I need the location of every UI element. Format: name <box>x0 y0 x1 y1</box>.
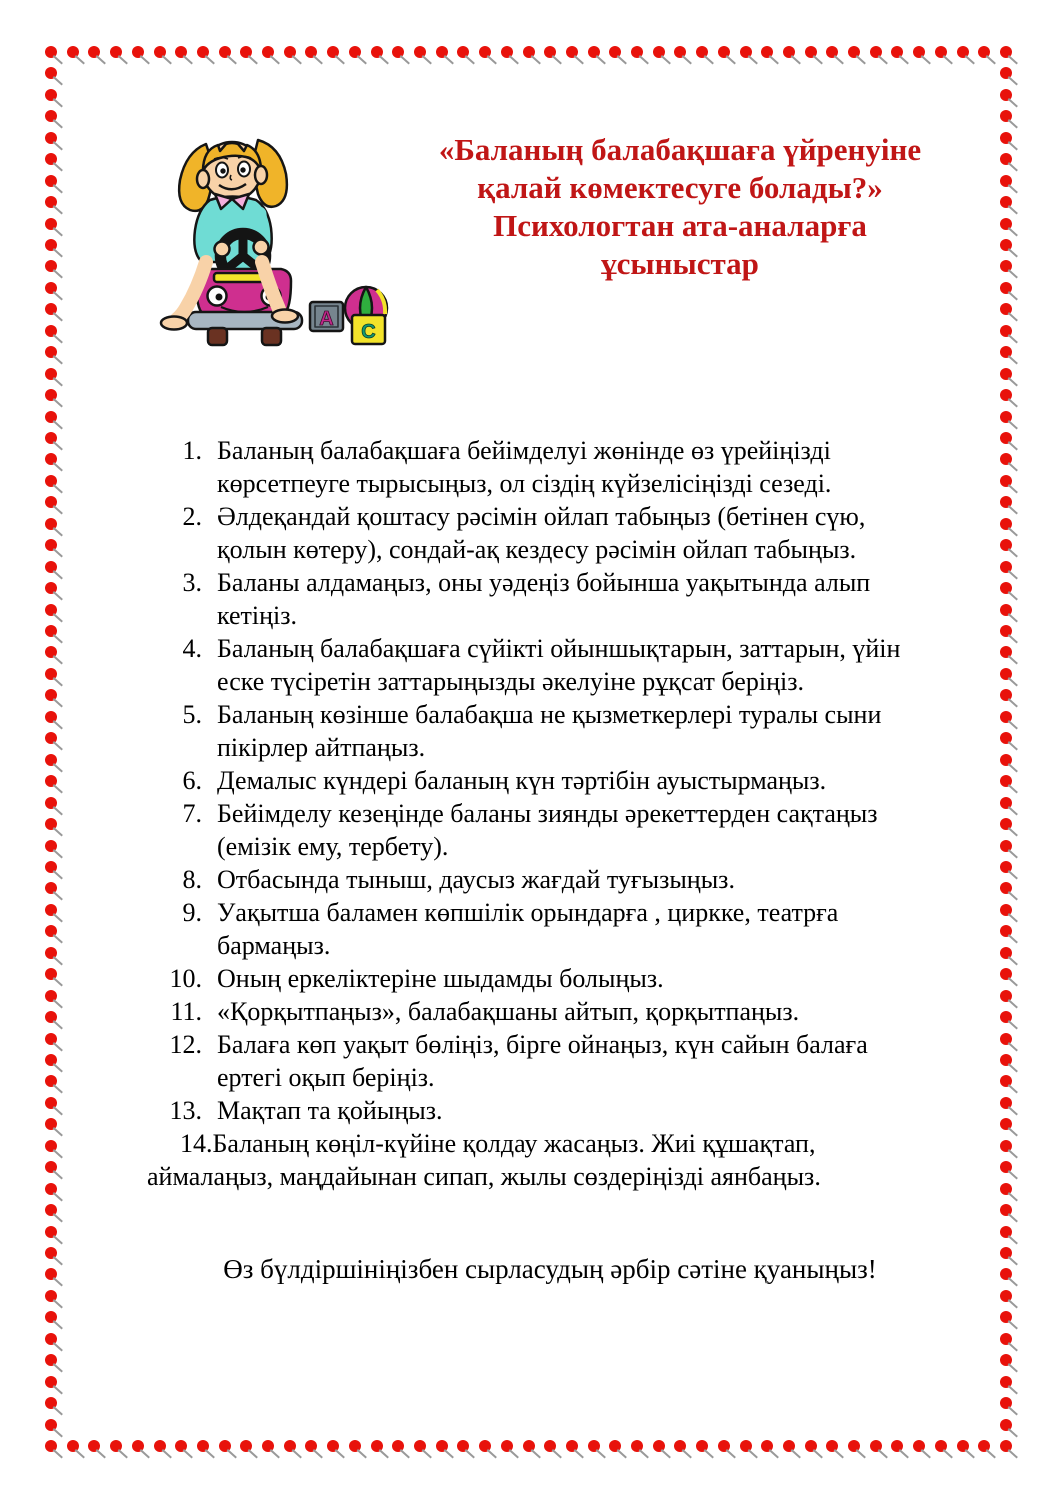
pushpin-icon <box>1000 925 1012 937</box>
closing-line: Өз бүлдіршініңізбен сырласудың әрбір сәтіне қуаныңыз! <box>223 1254 877 1284</box>
pushpin-icon <box>45 561 57 573</box>
pushpin-icon <box>371 46 383 58</box>
pushpin-icon <box>1000 325 1012 337</box>
pushpin-icon <box>45 840 57 852</box>
pushpin-icon <box>1000 1419 1012 1431</box>
pushpin-icon <box>45 1183 57 1195</box>
pushpin-icon <box>588 46 600 58</box>
pushpin-icon <box>88 46 100 58</box>
pushpin-icon <box>1000 411 1012 423</box>
pushpin-icon <box>718 1440 730 1452</box>
pushpin-icon <box>1000 432 1012 444</box>
list-item-text: Демалыс күндері баланың күн тәртібін ауыстырмаңыз. <box>217 766 827 795</box>
pushpin-icon <box>1000 46 1012 58</box>
pushpin-icon <box>45 1226 57 1238</box>
pushpin-icon <box>45 1118 57 1130</box>
pushpin-icon <box>240 1440 252 1452</box>
pushpin-icon <box>132 46 144 58</box>
pushpin-icon <box>1000 1376 1012 1388</box>
toy-block-letter-a: А <box>319 308 334 330</box>
pushpin-icon <box>457 46 469 58</box>
pushpin-icon <box>1000 110 1012 122</box>
pushpin-icon <box>45 1054 57 1066</box>
title-line-1: «Баланың балабақшаға үйренуіне <box>438 132 922 167</box>
car-wheel <box>262 328 281 345</box>
pushpin-icon <box>436 46 448 58</box>
pushpin-icon <box>45 861 57 873</box>
pushpin-icon <box>783 46 795 58</box>
pushpin-icon <box>1000 968 1012 980</box>
pushpin-icon <box>45 711 57 723</box>
pushpin-icon <box>740 1440 752 1452</box>
girl-on-toy-car-illustration <box>158 122 393 357</box>
pushpin-icon <box>1000 153 1012 165</box>
pushpin-icon <box>1000 1011 1012 1023</box>
pushpin-icon <box>653 46 665 58</box>
pushpin-icon <box>761 46 773 58</box>
list-item-number: 6. <box>182 766 202 795</box>
pushpin-icon <box>1000 904 1012 916</box>
pushpin-icon <box>154 46 166 58</box>
pushpin-icon <box>696 46 708 58</box>
pushpin-icon <box>45 432 57 444</box>
pushpin-icon <box>1000 561 1012 573</box>
pushpin-icon <box>631 46 643 58</box>
pushpin-icon <box>1000 1311 1012 1323</box>
pushpin-icon <box>1000 625 1012 637</box>
pushpin-icon <box>45 260 57 272</box>
list-item-number: 12. <box>169 1030 202 1059</box>
pushpin-icon <box>45 668 57 680</box>
list-item <box>147 500 937 566</box>
list-item-number: 1. <box>182 436 202 465</box>
pushpin-icon <box>45 282 57 294</box>
pushpin-icon <box>175 46 187 58</box>
pushpin-icon <box>1000 1354 1012 1366</box>
pushpin-icon <box>870 1440 882 1452</box>
pushpin-icon <box>1000 711 1012 723</box>
pushpin-icon <box>45 1440 57 1452</box>
pushpin-icon <box>262 46 274 58</box>
pushpin-icon <box>740 46 752 58</box>
pushpin-icon <box>45 947 57 959</box>
pushpin-icon <box>1000 1140 1012 1152</box>
list-item-number: 11. <box>170 997 202 1026</box>
pushpin-icon <box>88 1440 100 1452</box>
pushpin-icon <box>1000 496 1012 508</box>
list-item <box>147 797 937 863</box>
pushpin-icon <box>978 1440 990 1452</box>
pushpin-icon <box>1000 1333 1012 1345</box>
pushpin-icon <box>1000 1054 1012 1066</box>
pushpin-icon <box>1000 775 1012 787</box>
pushpin-icon <box>110 46 122 58</box>
pushpin-icon <box>45 453 57 465</box>
pushpin-icon <box>327 46 339 58</box>
pushpin-icon <box>284 1440 296 1452</box>
pushpin-icon <box>45 539 57 551</box>
pushpin-icon <box>1000 797 1012 809</box>
pushpin-icon <box>1000 840 1012 852</box>
pushpin-icon <box>1000 1290 1012 1302</box>
pushpin-icon <box>826 1440 838 1452</box>
pushpin-icon <box>154 1440 166 1452</box>
list-item-text: Баланың көзінше балабақша не қызметкерлері туралы сыни пікірлер айтпаңыз. <box>217 700 882 762</box>
list-item-number: 9. <box>182 898 202 927</box>
pushpin-icon <box>45 1311 57 1323</box>
pushpin-icon <box>45 904 57 916</box>
list-item-text: Мақтап та қойыңыз. <box>217 1096 443 1125</box>
pushpin-icon <box>1000 882 1012 894</box>
pushpin-icon <box>718 46 730 58</box>
pushpin-icon <box>957 1440 969 1452</box>
pushpin-icon <box>457 1440 469 1452</box>
pushpin-icon <box>1000 1097 1012 1109</box>
pushpin-icon <box>848 1440 860 1452</box>
pushpin-icon <box>1000 175 1012 187</box>
pushpin-icon <box>1000 303 1012 315</box>
pushpin-icon <box>566 46 578 58</box>
list-item <box>147 764 937 797</box>
pushpin-icon <box>45 303 57 315</box>
pushpin-icon <box>1000 196 1012 208</box>
pushpin-icon <box>1000 1183 1012 1195</box>
pushpin-icon <box>1000 218 1012 230</box>
pushpin-icon <box>45 1376 57 1388</box>
pushpin-icon <box>45 689 57 701</box>
pushpin-icon <box>848 46 860 58</box>
pushpin-icon <box>45 89 57 101</box>
pushpin-icon <box>523 46 535 58</box>
pushpin-icon <box>1000 1440 1012 1452</box>
pushpin-icon <box>45 1333 57 1345</box>
pushpin-icon <box>783 1440 795 1452</box>
pushpin-icon <box>45 775 57 787</box>
pushpin-icon <box>1000 346 1012 358</box>
pushpin-icon <box>1000 818 1012 830</box>
pushpin-icon <box>1000 604 1012 616</box>
pushpin-icon <box>45 46 57 58</box>
pushpin-icon <box>45 604 57 616</box>
pushpin-icon <box>45 475 57 487</box>
pushpin-icon <box>349 1440 361 1452</box>
pushpin-icon <box>805 1440 817 1452</box>
list-item <box>147 863 937 896</box>
pushpin-icon <box>175 1440 187 1452</box>
list-item <box>147 962 937 995</box>
pushpin-icon <box>479 1440 491 1452</box>
pushpin-icon <box>45 882 57 894</box>
pushpin-icon <box>110 1440 122 1452</box>
pushpin-icon <box>392 1440 404 1452</box>
list-item-number: 14. <box>180 1129 213 1158</box>
pushpin-icon <box>1000 282 1012 294</box>
pushpin-icon <box>1000 1075 1012 1087</box>
pushpin-icon <box>1000 1033 1012 1045</box>
pushpin-icon <box>544 46 556 58</box>
pushpin-icon <box>935 46 947 58</box>
pushpin-icon <box>1000 132 1012 144</box>
list-item-number: 13. <box>169 1096 202 1125</box>
list-item-number: 3. <box>182 568 202 597</box>
pushpin-icon <box>891 46 903 58</box>
pushpin-icon <box>45 1290 57 1302</box>
pushpin-icon <box>631 1440 643 1452</box>
pushpin-icon <box>67 46 79 58</box>
pushpin-icon <box>870 46 882 58</box>
pushpin-icon <box>240 46 252 58</box>
pushpin-icon <box>523 1440 535 1452</box>
pushpin-icon <box>45 797 57 809</box>
list-item-text: Баланың балабақшаға сүйікті ойыншықтарын, заттарын, үйін еске түсіретін заттарыңызды әкелуіне рұқсат беріңіз. <box>217 634 901 696</box>
list-item <box>147 566 937 632</box>
pushpin-icon <box>45 818 57 830</box>
list-item-number: 7. <box>182 799 202 828</box>
pushpin-icon <box>45 196 57 208</box>
pushpin-icon <box>1000 475 1012 487</box>
pushpin-icon <box>674 1440 686 1452</box>
list-item <box>147 1094 937 1127</box>
pushpin-icon <box>566 1440 578 1452</box>
pushpin-icon <box>45 153 57 165</box>
car-wheel <box>208 328 227 345</box>
pushpin-icon <box>761 1440 773 1452</box>
list-item-text: Баланың көңіл-күйіне қолдау жасаңыз. Жиі құшақтап, аймалаңыз, маңдайынан сипап, жылы сөздеріңізді аянбаңыз. <box>147 1129 821 1191</box>
recommendation-list <box>147 434 937 1193</box>
pushpin-icon <box>45 411 57 423</box>
list-item-text: Әлдеқандай қоштасу рәсімін ойлап табыңыз (бетінен сүю, қолын көтеру), сондай-ақ кездесу рәсімін ойлап табыңыз. <box>217 502 866 564</box>
pushpin-icon <box>913 46 925 58</box>
list-item <box>147 896 937 962</box>
list-item-number: 10. <box>169 964 202 993</box>
pushpin-icon <box>219 46 231 58</box>
pushpin-icon <box>1000 861 1012 873</box>
pushpin-icon <box>197 46 209 58</box>
list-item-text: Баланың балабақшаға бейімделуі жөнінде өз үрейіңізді көрсетпеуге тырысыңыз, ол сіздің күйзелісіңізді сезеді. <box>217 436 832 498</box>
list-item-text: Уақытша баламен көпшілік орындарға , циркке, театрға бармаңыз. <box>217 898 839 960</box>
pushpin-icon <box>45 625 57 637</box>
pushpin-icon <box>305 1440 317 1452</box>
pushpin-icon <box>305 46 317 58</box>
pushpin-icon <box>1000 389 1012 401</box>
pushpin-icon <box>978 46 990 58</box>
pushpin-icon <box>414 46 426 58</box>
pushpin-icon <box>67 1440 79 1452</box>
pushpin-icon <box>45 925 57 937</box>
pushpin-icon <box>1000 1226 1012 1238</box>
pushpin-icon <box>45 218 57 230</box>
pushpin-icon <box>45 990 57 1002</box>
pushpin-icon <box>653 1440 665 1452</box>
pushpin-icon <box>1000 990 1012 1002</box>
pushpin-icon <box>1000 582 1012 594</box>
document-title <box>400 131 960 283</box>
pushpin-icon <box>1000 368 1012 380</box>
pushpin-icon <box>1000 732 1012 744</box>
title-line-2: қалай көмектесуге болады?» <box>477 170 883 205</box>
list-item-text: Оның еркеліктеріне шыдамды болыңыз. <box>217 964 664 993</box>
pushpin-icon <box>45 346 57 358</box>
pushpin-icon <box>45 754 57 766</box>
title-line-3: Психологтан ата-аналарға <box>493 208 867 243</box>
pushpin-icon <box>544 1440 556 1452</box>
pushpin-icon <box>501 46 513 58</box>
list-item-number: 8. <box>182 865 202 894</box>
pushpin-icon <box>1000 1161 1012 1173</box>
pushpin-icon <box>45 175 57 187</box>
list-item <box>147 1127 922 1193</box>
pushpin-icon <box>805 46 817 58</box>
list-item <box>147 632 937 698</box>
pushpin-icon <box>45 132 57 144</box>
list-item-text: «Қорқытпаңыз», балабақшаны айтып, қорқытпаңыз. <box>217 997 800 1026</box>
pushpin-icon <box>45 1204 57 1216</box>
pushpin-icon <box>132 1440 144 1452</box>
pushpin-icon <box>1000 67 1012 79</box>
pushpin-icon <box>349 46 361 58</box>
list-item <box>147 698 937 764</box>
pushpin-icon <box>45 1033 57 1045</box>
list-item-text: Отбасында тыныш, даусыз жағдай туғызыңыз. <box>217 865 735 894</box>
pushpin-icon <box>45 968 57 980</box>
title-line-4: ұсыныстар <box>601 246 759 281</box>
pushpin-icon <box>392 46 404 58</box>
pushpin-icon <box>436 1440 448 1452</box>
pushpin-icon <box>45 518 57 530</box>
pushpin-icon <box>45 110 57 122</box>
list-item <box>147 995 937 1028</box>
pushpin-icon <box>45 389 57 401</box>
pushpin-icon <box>45 732 57 744</box>
pushpin-icon <box>327 1440 339 1452</box>
list-item-text: Баланы алдамаңыз, оны уәдеңіз бойынша уақытында алып кетіңіз. <box>217 568 871 630</box>
pushpin-icon <box>45 1075 57 1087</box>
pushpin-icon <box>45 239 57 251</box>
pushpin-icon <box>45 67 57 79</box>
pushpin-icon <box>45 325 57 337</box>
pushpin-icon <box>45 1161 57 1173</box>
pushpin-icon <box>957 46 969 58</box>
pushpin-icon <box>414 1440 426 1452</box>
pushpin-icon <box>45 1097 57 1109</box>
pushpin-icon <box>588 1440 600 1452</box>
pushpin-icon <box>45 1354 57 1366</box>
list-item-number: 5. <box>182 700 202 729</box>
pushpin-icon <box>1000 646 1012 658</box>
pushpin-icon <box>674 46 686 58</box>
pushpin-icon <box>371 1440 383 1452</box>
pushpin-icon <box>45 646 57 658</box>
pushpin-icon <box>1000 754 1012 766</box>
pushpin-icon <box>891 1440 903 1452</box>
girl-foot <box>272 310 298 323</box>
pushpin-icon <box>696 1440 708 1452</box>
pushpin-icon <box>1000 668 1012 680</box>
pushpin-icon <box>45 1247 57 1259</box>
list-item-number: 2. <box>182 502 202 531</box>
pushpin-icon <box>45 1268 57 1280</box>
pushpin-icon <box>1000 947 1012 959</box>
list-item-text: Балаға көп уақыт бөліңіз, бірге ойнаңыз, күн сайын балаға ертегі оқып беріңіз. <box>217 1030 868 1092</box>
pushpin-icon <box>1000 239 1012 251</box>
list-item <box>147 434 937 500</box>
pushpin-icon <box>479 46 491 58</box>
girl-foot <box>161 317 187 330</box>
pushpin-icon <box>1000 1118 1012 1130</box>
pushpin-icon <box>1000 453 1012 465</box>
pushpin-icon <box>609 46 621 58</box>
list-item-text: Бейімделу кезеңінде баланы зиянды әрекеттерден сақтаңыз (емізік ему, тербету). <box>217 799 878 861</box>
pushpin-icon <box>609 1440 621 1452</box>
pushpin-icon <box>1000 1204 1012 1216</box>
list-item-number: 4. <box>182 634 202 663</box>
pushpin-icon <box>45 1011 57 1023</box>
pushpin-icon <box>1000 89 1012 101</box>
pushpin-icon <box>1000 689 1012 701</box>
pushpin-icon <box>262 1440 274 1452</box>
list-item <box>147 1028 937 1094</box>
pushpin-icon <box>913 1440 925 1452</box>
pushpin-icon <box>1000 539 1012 551</box>
pushpin-icon <box>501 1440 513 1452</box>
pushpin-icon <box>935 1440 947 1452</box>
pushpin-icon <box>197 1440 209 1452</box>
pushpin-icon <box>45 1397 57 1409</box>
pushpin-icon <box>45 1419 57 1431</box>
pushpin-icon <box>1000 518 1012 530</box>
pushpin-icon <box>826 46 838 58</box>
pushpin-icon <box>45 496 57 508</box>
pushpin-icon <box>45 368 57 380</box>
pushpin-icon <box>1000 1397 1012 1409</box>
pushpin-icon <box>45 582 57 594</box>
pushpin-icon <box>219 1440 231 1452</box>
pushpin-icon <box>45 1140 57 1152</box>
pushpin-icon <box>1000 260 1012 272</box>
pushpin-icon <box>284 46 296 58</box>
toy-block-letter-c: С <box>361 321 376 343</box>
